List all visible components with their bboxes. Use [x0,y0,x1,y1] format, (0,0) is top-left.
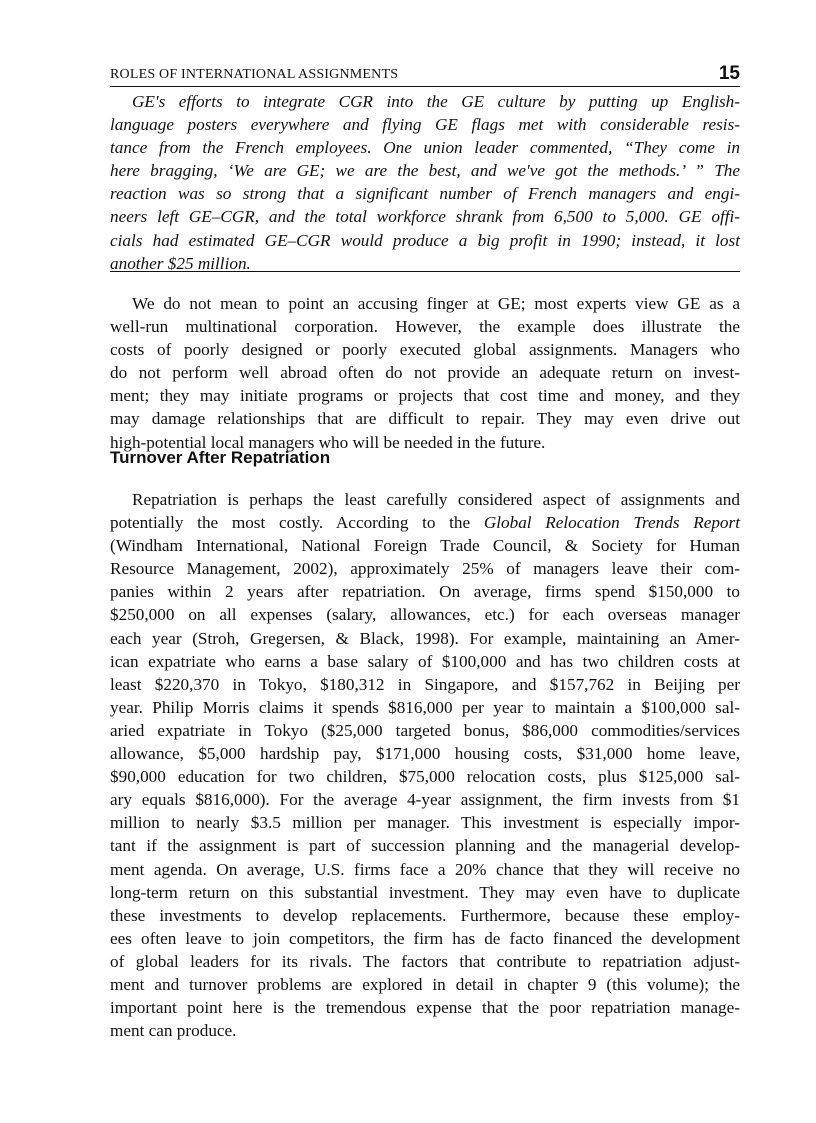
section-heading: Turnover After Repatriation [110,448,331,467]
text-line: aried expatriate in Tokyo ($25,000 targeted bonus, $86,000 commodities/services [110,720,740,740]
running-title: ROLES OF INTERNATIONAL ASSIGNMENTS [110,67,399,82]
text-line: important point here is the tremendous expense that the poor repatriation manage- [110,998,740,1018]
text-line: cials had estimated GE–CGR would produce a big profit in 1990; instead, it lost [110,230,740,250]
text-line: ary equals $816,000). For the average 4-year assignment, the firm invests from $1 [110,790,740,810]
text-line: GE's efforts to integrate CGR into the GE culture by putting up English- [132,92,740,111]
text-line: neers left GE–CGR, and the total workforce shrank from 6,500 to 5,000. GE offi- [110,207,740,227]
text-line [110,511,740,534]
text-line: (Windham International, National Foreign Trade Council, & Society for Human [110,536,740,556]
text-line: tant if the assignment is part of succession planning and the managerial develop- [110,836,740,856]
text-line: allowance, $5,000 hardship pay, $171,000 housing costs, $31,000 home leave, [110,744,740,764]
boxed-excerpt [110,90,740,275]
page-number: 15 [718,63,740,84]
text-line: panies within 2 years after repatriation. On average, firms spend $150,000 to [110,582,740,602]
text-line: ican expatriate who earns a base salary of $100,000 and has two children costs at [110,651,740,671]
text-line: Resource Management, 2002), approximately 25% of managers leave their com- [110,559,740,579]
text-line: another $25 million. [110,253,251,273]
text-line: $250,000 on all expenses (salary, allowances, etc.) for each overseas manager [110,605,740,625]
paragraph-2 [110,488,740,1042]
text-line: these investments to develop replacements. Furthermore, because these employ- [110,905,740,925]
text-line: here bragging, ‘We are GE; we are the best, and we've got the methods.’ ” The [110,161,740,181]
text-line: year. Philip Morris claims it spends $816,000 per year to maintain a $100,000 sal- [110,697,740,717]
text-line: of global leaders for its rivals. The factors that contribute to repatriation adjust- [110,951,740,971]
text-line: ment; they may initiate programs or projects that cost time and money, and they [110,386,740,406]
text-line: each year (Stroh, Gregersen, & Black, 1998). For example, maintaining an Amer- [110,628,740,648]
text-line: do not perform well abroad often do not provide an adequate return on invest- [110,363,740,383]
text-line: high-potential local managers who will be needed in the future. [110,432,546,452]
text-line: Repatriation is perhaps the least carefully considered aspect of assignments and [132,490,740,509]
text-line: costs of poorly designed or poorly executed global assignments. Managers who [110,340,740,360]
report-title: Global Relocation Trends Report [483,513,740,533]
text-line: ment agenda. On average, U.S. firms face a 20% chance that they will receive no [110,859,740,879]
text-line: tance from the French employees. One union leader commented, “They come in [110,138,740,158]
text-line: well-run multinational corporation. However, the example does illustrate the [110,317,740,337]
text-span: potentially the most costly. According to the [110,513,484,533]
text-line: We do not mean to point an accusing finger at GE; most experts view GE as a [132,294,740,313]
text-line: language posters everywhere and flying GE flags met with considerable resis- [110,115,740,135]
text-line: ees often leave to join competitors, the firm has de facto financed the development [110,928,740,948]
text-line: reaction was so strong that a significant number of French managers and engi- [110,184,740,204]
text-line: may damage relationships that are difficult to repair. They may even drive out [110,409,740,429]
running-header [110,62,740,87]
text-line: long-term return on this substantial investment. They may even have to duplicate [110,882,740,902]
text-line: ment and turnover problems are explored in detail in chapter 9 (this volume); the [110,974,740,994]
text-line: least $220,370 in Tokyo, $180,312 in Singapore, and $157,762 in Beijing per [110,674,740,694]
excerpt-bottom-rule [110,271,740,272]
text-line: million to nearly $3.5 million per manager. This investment is especially impor- [110,813,740,833]
paragraph-1 [110,292,740,454]
text-line: ment can produce. [110,1021,237,1041]
text-line: $90,000 education for two children, $75,000 relocation costs, plus $125,000 sal- [110,767,740,787]
